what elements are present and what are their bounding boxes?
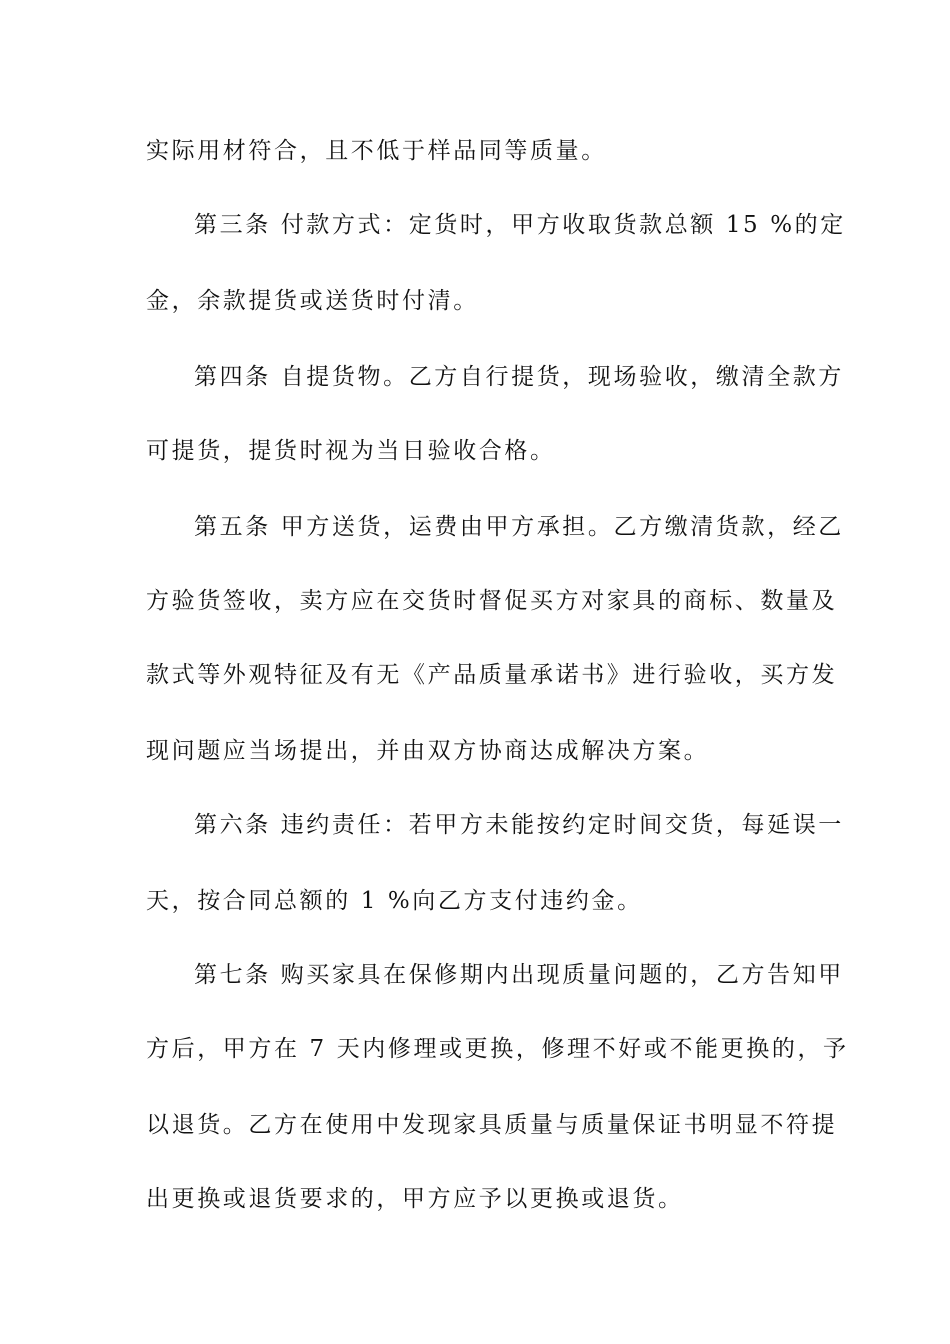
article-7-line-3: 以退货。乙方在使用中发现家具质量与质量保证书明显不符提 (146, 1112, 838, 1138)
article-5-line-3: 款式等外观特征及有无《产品质量承诺书》进行验收，买方发 (146, 662, 838, 688)
article-6-line-1: 第六条 违约责任：若甲方未能按约定时间交货，每延误一 (194, 812, 844, 838)
article-6-line-2: 天，按合同总额的 1 %向乙方支付违约金。 (146, 888, 643, 914)
article-7-line-4: 出更换或退货要求的，甲方应予以更换或退货。 (146, 1186, 684, 1212)
article-7-line-2: 方后，甲方在 7 天内修理或更换，修理不好或不能更换的，予 (146, 1036, 849, 1062)
article-5-line-1: 第五条 甲方送货，运费由甲方承担。乙方缴清货款，经乙 (194, 514, 844, 540)
article-5-line-2: 方验货签收，卖方应在交货时督促买方对家具的商标、数量及 (146, 588, 838, 614)
article-3-line-1: 第三条 付款方式：定货时，甲方收取货款总额 15 %的定 (194, 212, 846, 238)
article-7-line-1: 第七条 购买家具在保修期内出现质量问题的，乙方告知甲 (194, 962, 844, 988)
article-4-line-1: 第四条 自提货物。乙方自行提货，现场验收，缴清全款方 (194, 364, 844, 390)
text-line: 实际用材符合，且不低于样品同等质量。 (146, 138, 607, 164)
article-5-line-4: 现问题应当场提出，并由双方协商达成解决方案。 (146, 738, 710, 764)
article-4-line-2: 可提货，提货时视为当日验收合格。 (146, 438, 556, 464)
article-3-line-2: 金，余款提货或送货时付清。 (146, 288, 479, 314)
